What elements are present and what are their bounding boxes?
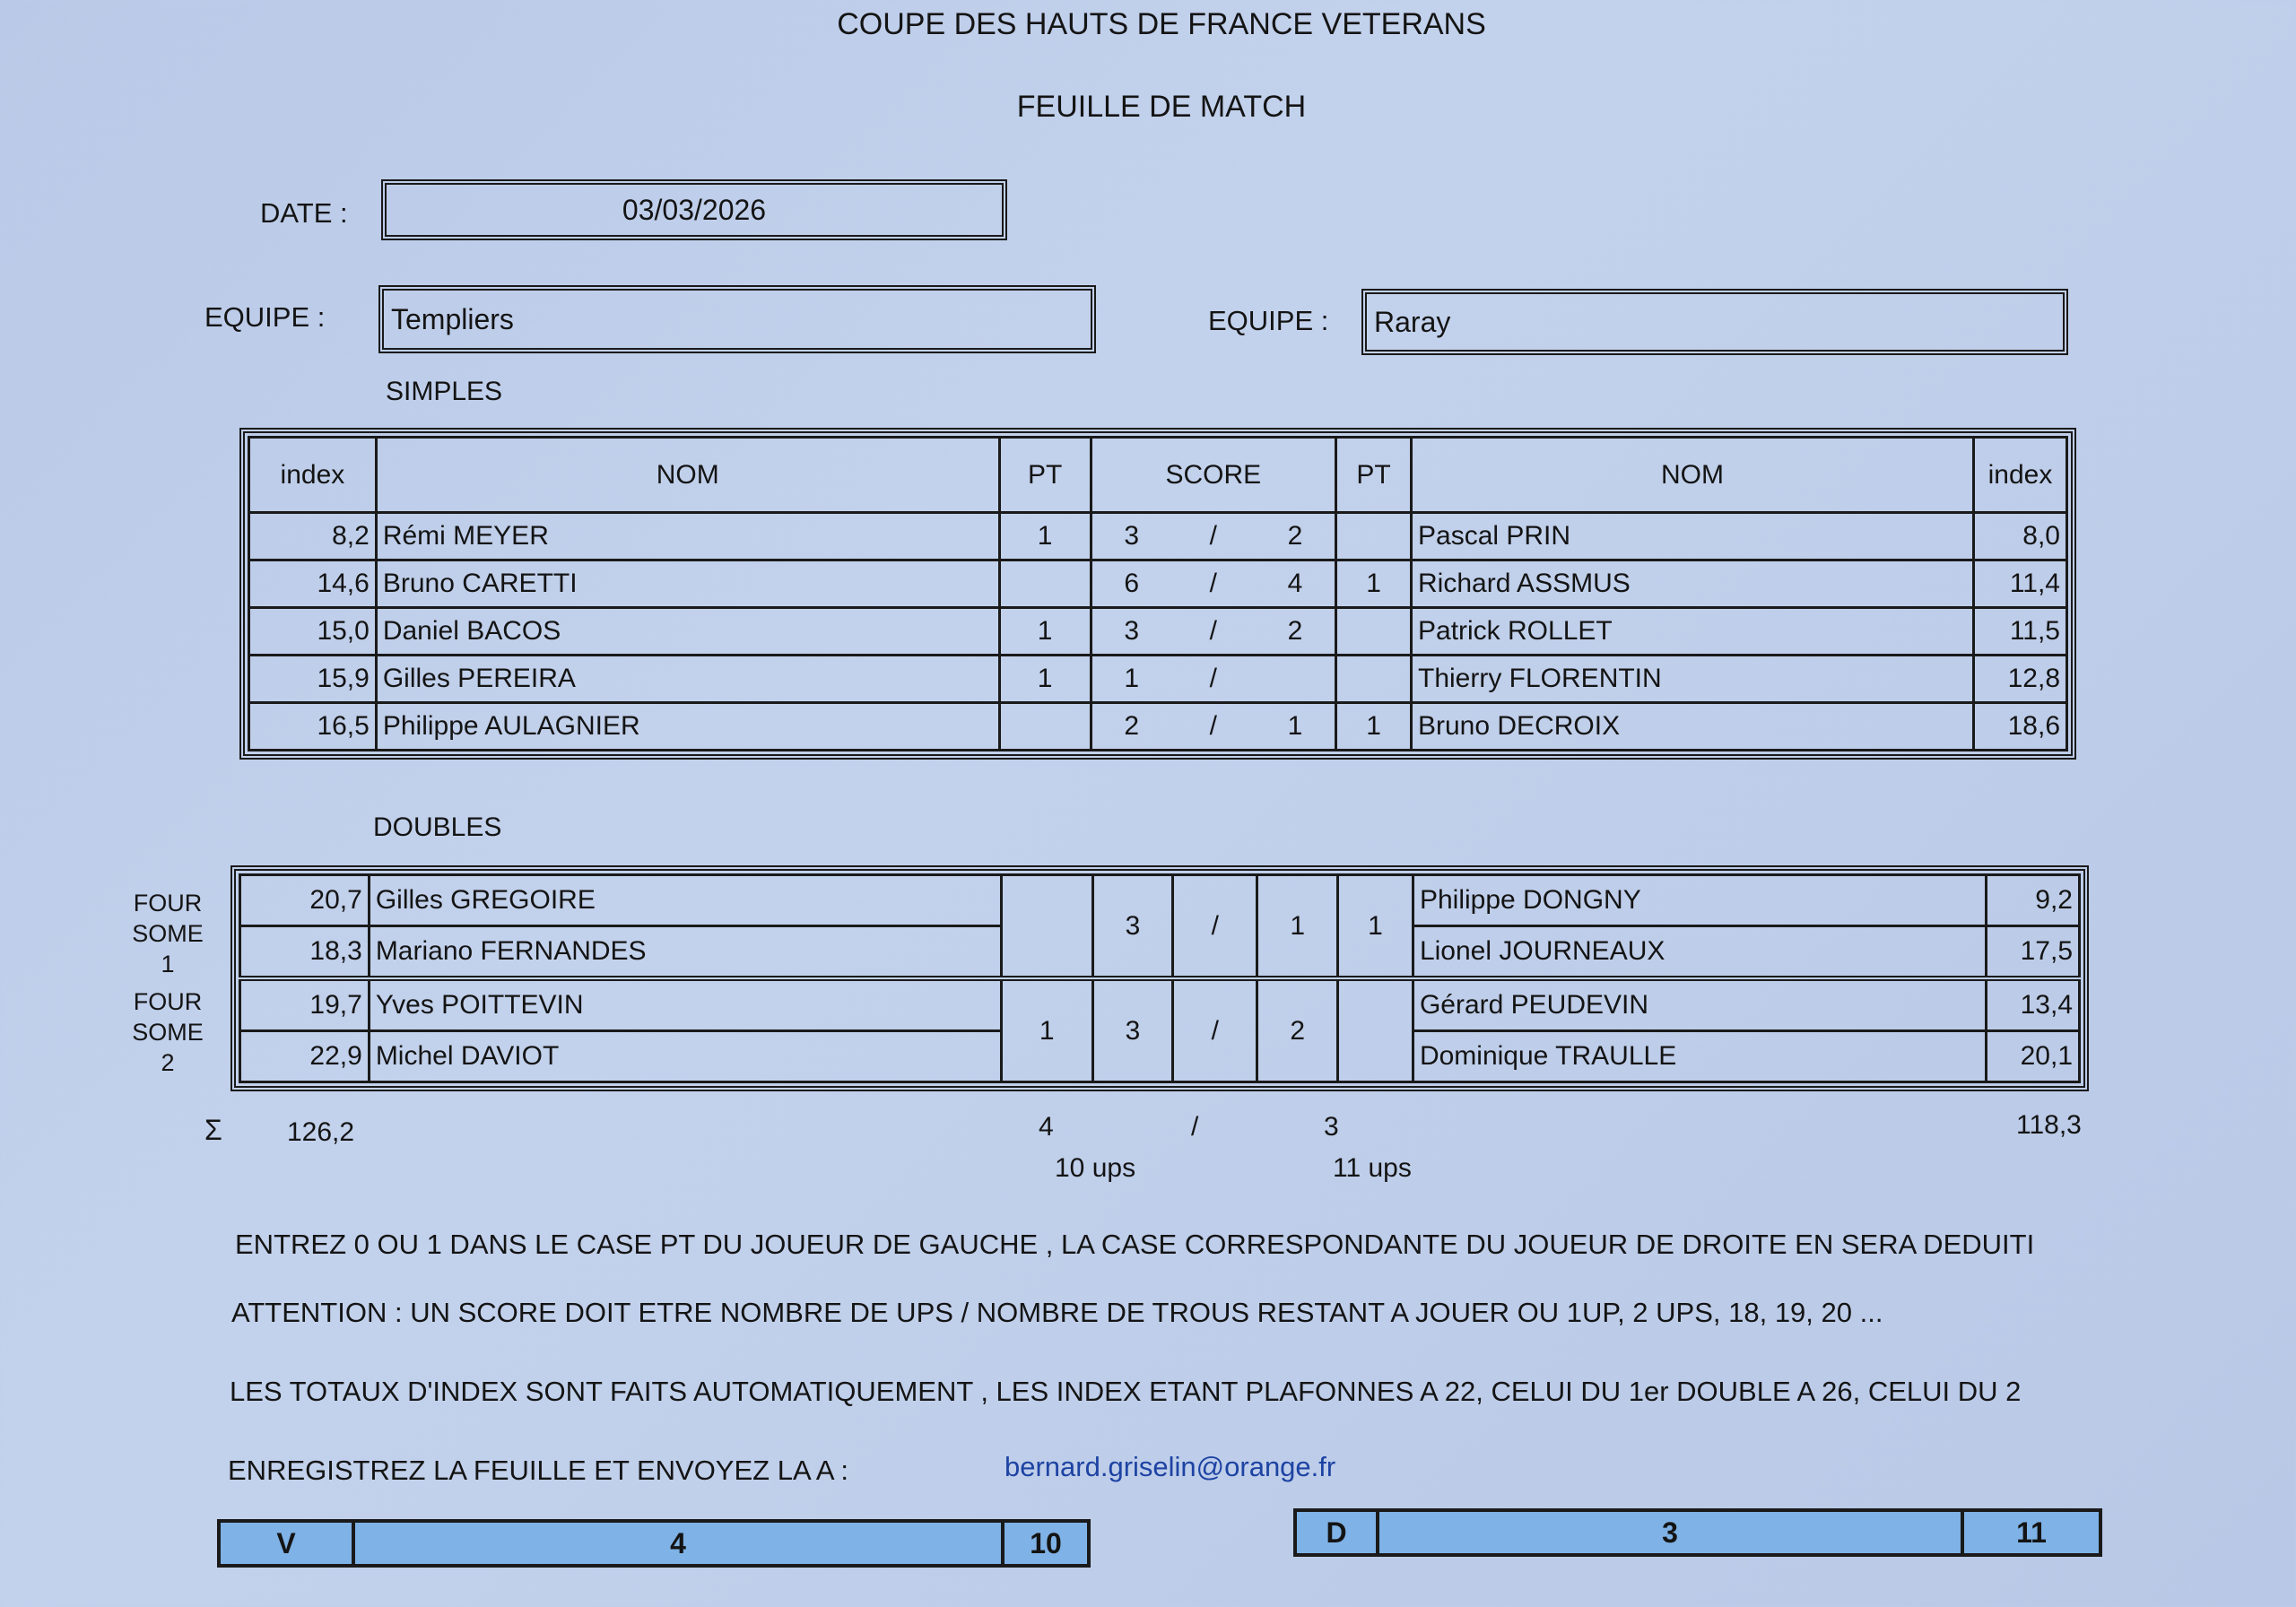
total-points-left: 4 [1039,1112,1054,1142]
doubles-section-label: DOUBLES [373,812,502,842]
score-b-cell[interactable]: 4 [1256,560,1336,608]
index-right-cell[interactable]: 13,4 [1987,978,2080,1031]
index-left-cell[interactable]: 16,5 [249,703,377,751]
player-left-cell[interactable]: Gilles PEREIRA [376,656,999,703]
score-a-cell[interactable]: 3 [1092,875,1173,979]
score-a-cell[interactable]: 1 [1091,656,1171,703]
score-separator: / [1173,875,1257,979]
result-bar-left [217,1519,1091,1568]
date-value: 03/03/2026 [622,194,767,226]
header-score: SCORE [1091,438,1336,513]
result-left-points: 4 [355,1523,1004,1564]
score-a-cell[interactable]: 3 [1091,608,1171,656]
score-separator: / [1171,608,1256,656]
result-left-ups: 10 [1030,1526,1062,1559]
index-left-cell[interactable]: 20,7 [240,875,370,926]
score-a-cell[interactable]: 3 [1091,513,1171,560]
score-separator: / [1171,513,1256,560]
simples-row [249,560,2067,608]
total-separator: / [1191,1112,1199,1142]
score-separator: / [1173,978,1257,1082]
score-separator: / [1171,703,1256,751]
pt-right-cell[interactable]: 1 [1336,703,1412,751]
player-right-cell[interactable]: Pascal PRIN [1412,513,1974,560]
player-right-cell[interactable]: Richard ASSMUS [1412,560,1974,608]
total-index-right: 118,3 [2016,1110,2082,1140]
simples-row [249,608,2067,656]
team-right-field[interactable] [1361,289,2068,355]
sheet-title: COUPE DES HAUTS DE FRANCE VETERANS [837,7,1486,41]
total-index-left: 126,2 [287,1117,355,1147]
foursome-2-label [126,986,210,1078]
instruction-line-1: ENTREZ 0 OU 1 DANS LE CASE PT DU JOUEUR DE GAUCHE , LA CASE CORRESPONDANTE DU JOUEUR DE DROITE EN SERA DEDUITI [235,1229,2035,1260]
header-pt-right: PT [1336,438,1412,513]
simples-header-row [249,438,2067,513]
pt-left-cell[interactable]: 1 [999,656,1091,703]
foursome-2-label-line2: SOME 2 [132,1019,204,1076]
foursome-2-label-line1: FOUR [133,988,203,1015]
index-left-cell[interactable]: 22,9 [240,1031,370,1082]
doubles-row [240,978,2080,1031]
header-pt-left: PT [999,438,1091,513]
index-right-cell[interactable]: 17,5 [1987,926,2080,979]
pt-right-cell[interactable]: 1 [1336,560,1412,608]
result-right-code: D [1297,1512,1379,1553]
score-b-cell[interactable] [1256,656,1336,703]
index-right-cell[interactable]: 11,4 [1974,560,2067,608]
pt-left-cell[interactable]: 1 [999,608,1091,656]
header-nom-right: NOM [1412,438,1974,513]
index-right-cell[interactable]: 20,1 [1987,1031,2080,1082]
score-b-cell[interactable]: 1 [1256,703,1336,751]
total-ups-left: 10 ups [1055,1153,1136,1183]
foursome-1-label-line2: SOME 1 [132,920,204,977]
index-right-cell[interactable]: 12,8 [1974,656,2067,703]
simples-row [249,703,2067,751]
score-separator: / [1171,560,1256,608]
team-left-field[interactable] [378,285,1096,353]
player-right-cell[interactable]: Bruno DECROIX [1412,703,1974,751]
index-left-cell[interactable]: 18,3 [240,926,370,979]
send-label: ENREGISTREZ LA FEUILLE ET ENVOYEZ LA A : [228,1455,849,1486]
player-left-cell[interactable]: Mariano FERNANDES [369,926,1001,979]
send-email-link[interactable]: bernard.griselin@orange.fr [1004,1451,1336,1482]
score-separator: / [1171,656,1256,703]
header-index-left: index [249,438,377,513]
player-left-cell[interactable]: Philippe AULAGNIER [376,703,999,751]
pt-left-cell[interactable] [1001,875,1092,979]
score-b-cell[interactable]: 2 [1256,608,1336,656]
index-left-cell[interactable]: 15,9 [249,656,377,703]
player-left-cell[interactable]: Bruno CARETTI [376,560,999,608]
player-right-cell[interactable]: Patrick ROLLET [1412,608,1974,656]
pt-left-cell[interactable]: 1 [999,513,1091,560]
result-left-code: V [221,1523,355,1564]
score-a-cell[interactable]: 2 [1091,703,1171,751]
sigma-symbol: Σ [204,1114,222,1146]
team-left-value: Templiers [391,303,514,335]
player-right-cell[interactable]: Dominique TRAULLE [1413,1031,1986,1082]
player-right-cell[interactable]: Gérard PEUDEVIN [1413,978,1986,1031]
result-right-points: 3 [1379,1512,1964,1553]
total-points-right: 3 [1324,1112,1339,1142]
player-left-cell[interactable]: Michel DAVIOT [369,1031,1001,1082]
player-left-cell[interactable]: Rémi MEYER [376,513,999,560]
score-b-cell[interactable]: 2 [1256,513,1336,560]
player-left-cell[interactable]: Daniel BACOS [376,608,999,656]
foursome-1-label [126,888,210,979]
player-right-cell[interactable]: Lionel JOURNEAUX [1413,926,1986,979]
index-left-cell[interactable]: 8,2 [249,513,377,560]
pt-left-cell[interactable] [999,560,1091,608]
score-b-cell[interactable]: 2 [1257,978,1338,1082]
index-right-cell[interactable]: 9,2 [1987,875,2080,926]
index-left-cell[interactable]: 15,0 [249,608,377,656]
index-left-cell[interactable]: 19,7 [240,978,370,1031]
total-ups-right: 11 ups [1333,1153,1412,1183]
sheet-subtitle: FEUILLE DE MATCH [1016,90,1307,124]
instruction-line-3: LES TOTAUX D'INDEX SONT FAITS AUTOMATIQUEMENT , LES INDEX ETANT PLAFONNES A 22, CELUI DU 1er DOUBLE A 26, CELUI DU 2 [230,1376,2022,1407]
index-right-cell[interactable]: 11,5 [1974,608,2067,656]
pt-right-cell[interactable] [1338,978,1413,1082]
doubles-table [239,873,2081,1083]
team-right-label: EQUIPE : [1208,305,1329,336]
score-a-cell[interactable]: 6 [1091,560,1171,608]
date-field[interactable] [381,179,1007,240]
index-right-cell[interactable]: 8,0 [1974,513,2067,560]
simples-section-label: SIMPLES [386,377,503,406]
score-b-cell[interactable]: 1 [1257,875,1338,979]
pt-right-cell[interactable]: 1 [1338,875,1413,979]
header-index-right: index [1974,438,2067,513]
header-nom-left: NOM [376,438,999,513]
player-left-cell[interactable]: Gilles GREGOIRE [369,875,1001,926]
team-left-label: EQUIPE : [204,301,326,333]
pt-right-cell[interactable] [1336,513,1412,560]
simples-row [249,656,2067,703]
foursome-1-label-line1: FOUR [133,890,203,916]
team-right-value: Raray [1374,306,1451,338]
simples-table [248,436,2068,751]
player-left-cell[interactable]: Yves POITTEVIN [369,978,1001,1031]
index-right-cell[interactable]: 18,6 [1974,703,2067,751]
result-right-ups: 11 [2016,1516,2047,1549]
pt-right-cell[interactable] [1336,608,1412,656]
pt-left-cell[interactable] [999,703,1091,751]
index-left-cell[interactable]: 14,6 [249,560,377,608]
player-right-cell[interactable]: Philippe DONGNY [1413,875,1986,926]
doubles-row [240,875,2080,926]
instruction-line-2: ATTENTION : UN SCORE DOIT ETRE NOMBRE DE UPS / NOMBRE DE TROUS RESTANT A JOUER OU 1UP, 2 UPS, 18, 19, 20 ... [231,1297,1883,1328]
pt-right-cell[interactable] [1336,656,1412,703]
pt-left-cell[interactable]: 1 [1001,978,1092,1082]
simples-row [249,513,2067,560]
player-right-cell[interactable]: Thierry FLORENTIN [1412,656,1974,703]
result-bar-right [1293,1508,2102,1557]
date-label: DATE : [260,197,348,229]
score-a-cell[interactable]: 3 [1092,978,1173,1082]
